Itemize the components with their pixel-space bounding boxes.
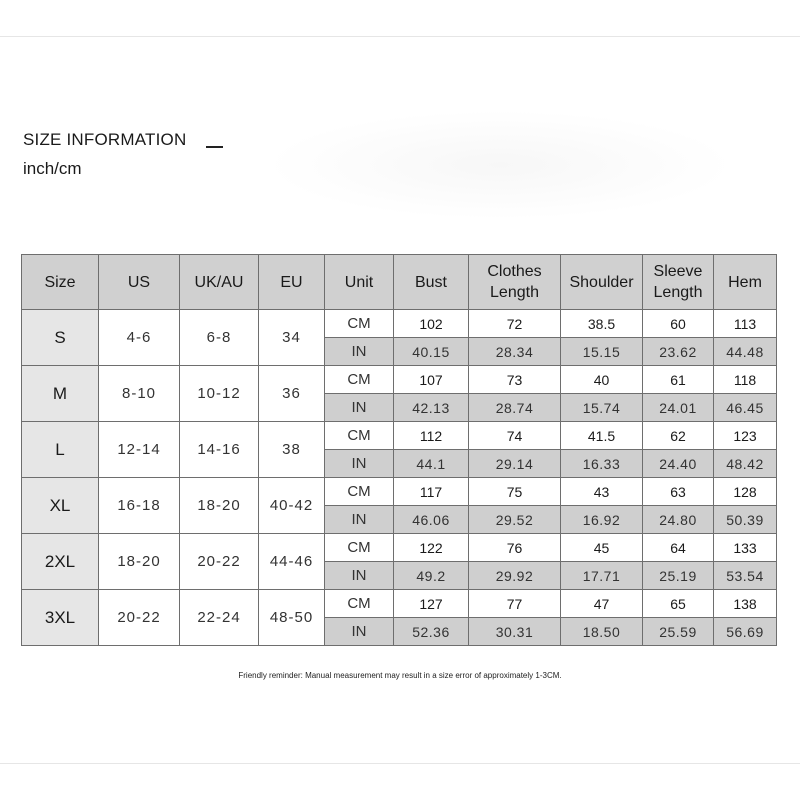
uk-au-size-cell: 6-8: [180, 310, 259, 366]
table-row-cm: [22, 534, 777, 562]
unit-in-cell: IN: [325, 450, 394, 478]
measurement-reminder: Friendly reminder: Manual measurement may result in a size error of approximately 1-3CM.: [238, 671, 562, 680]
unit-cm-cell: CM: [325, 590, 394, 618]
title-underline-mark: [206, 146, 223, 148]
header-clothes-length: Clothes Length: [469, 255, 561, 310]
bust-in-cell: 52.36: [394, 618, 469, 646]
bust-in-cell: 40.15: [394, 338, 469, 366]
sleeve-length-cm-cell: 62: [643, 422, 714, 450]
header-unit: Unit: [325, 255, 394, 310]
clothes-length-in-cell: 28.34: [469, 338, 561, 366]
clothes-length-cm-cell: 77: [469, 590, 561, 618]
eu-size-cell: 40-42: [259, 478, 325, 534]
clothes-length-cm-cell: 74: [469, 422, 561, 450]
sleeve-length-cm-cell: 60: [643, 310, 714, 338]
hem-in-cell: 53.54: [714, 562, 777, 590]
eu-size-cell: 44-46: [259, 534, 325, 590]
bust-cm-cell: 102: [394, 310, 469, 338]
unit-in-cell: IN: [325, 338, 394, 366]
sleeve-length-cm-cell: 65: [643, 590, 714, 618]
clothes-length-cm-cell: 76: [469, 534, 561, 562]
bust-in-cell: 46.06: [394, 506, 469, 534]
header-shoulder: Shoulder: [561, 255, 643, 310]
table-row-cm: [22, 590, 777, 618]
shoulder-in-cell: 16.33: [561, 450, 643, 478]
size-label-cell: 3XL: [22, 590, 99, 646]
bust-cm-cell: 117: [394, 478, 469, 506]
table-row-cm: [22, 422, 777, 450]
unit-cm-cell: CM: [325, 366, 394, 394]
uk-au-size-cell: 20-22: [180, 534, 259, 590]
unit-in-cell: IN: [325, 506, 394, 534]
uk-au-size-cell: 18-20: [180, 478, 259, 534]
us-size-cell: 16-18: [99, 478, 180, 534]
uk-au-size-cell: 22-24: [180, 590, 259, 646]
unit-in-cell: IN: [325, 394, 394, 422]
faint-background-patch: [265, 110, 735, 220]
shoulder-in-cell: 18.50: [561, 618, 643, 646]
size-label-cell: XL: [22, 478, 99, 534]
page-title: SIZE INFORMATION: [23, 130, 187, 149]
eu-size-cell: 34: [259, 310, 325, 366]
unit-cm-cell: CM: [325, 478, 394, 506]
hem-cm-cell: 123: [714, 422, 777, 450]
unit-cm-cell: CM: [325, 310, 394, 338]
eu-size-cell: 38: [259, 422, 325, 478]
shoulder-cm-cell: 43: [561, 478, 643, 506]
us-size-cell: 12-14: [99, 422, 180, 478]
hem-cm-cell: 133: [714, 534, 777, 562]
unit-cm-cell: CM: [325, 422, 394, 450]
shoulder-cm-cell: 38.5: [561, 310, 643, 338]
shoulder-in-cell: 17.71: [561, 562, 643, 590]
hem-in-cell: 50.39: [714, 506, 777, 534]
size-label-cell: M: [22, 366, 99, 422]
bust-in-cell: 49.2: [394, 562, 469, 590]
hem-cm-cell: 128: [714, 478, 777, 506]
clothes-length-cm-cell: 73: [469, 366, 561, 394]
table-row-cm: [22, 366, 777, 394]
clothes-length-in-cell: 29.14: [469, 450, 561, 478]
hem-in-cell: 44.48: [714, 338, 777, 366]
header-sleeve-length: Sleeve Length: [643, 255, 714, 310]
sleeve-length-in-cell: 24.40: [643, 450, 714, 478]
sleeve-length-in-cell: 25.59: [643, 618, 714, 646]
us-size-cell: 4-6: [99, 310, 180, 366]
header-bust: Bust: [394, 255, 469, 310]
eu-size-cell: 48-50: [259, 590, 325, 646]
size-label-cell: 2XL: [22, 534, 99, 590]
sleeve-length-in-cell: 25.19: [643, 562, 714, 590]
uk-au-size-cell: 10-12: [180, 366, 259, 422]
header-uk-au: UK/AU: [180, 255, 259, 310]
hem-cm-cell: 113: [714, 310, 777, 338]
clothes-length-cm-cell: 75: [469, 478, 561, 506]
sleeve-length-in-cell: 24.01: [643, 394, 714, 422]
hem-in-cell: 46.45: [714, 394, 777, 422]
header-hem: Hem: [714, 255, 777, 310]
uk-au-size-cell: 14-16: [180, 422, 259, 478]
bottom-divider: [0, 763, 800, 764]
us-size-cell: 18-20: [99, 534, 180, 590]
shoulder-cm-cell: 45: [561, 534, 643, 562]
header-size: Size: [22, 255, 99, 310]
shoulder-in-cell: 15.15: [561, 338, 643, 366]
header-eu: EU: [259, 255, 325, 310]
table-row-cm: [22, 478, 777, 506]
unit-cm-cell: CM: [325, 534, 394, 562]
hem-in-cell: 56.69: [714, 618, 777, 646]
hem-in-cell: 48.42: [714, 450, 777, 478]
bust-cm-cell: 112: [394, 422, 469, 450]
unit-in-cell: IN: [325, 562, 394, 590]
bust-cm-cell: 122: [394, 534, 469, 562]
shoulder-cm-cell: 47: [561, 590, 643, 618]
unit-in-cell: IN: [325, 618, 394, 646]
size-label-cell: S: [22, 310, 99, 366]
header-us: US: [99, 255, 180, 310]
clothes-length-in-cell: 30.31: [469, 618, 561, 646]
shoulder-cm-cell: 40: [561, 366, 643, 394]
hem-cm-cell: 118: [714, 366, 777, 394]
eu-size-cell: 36: [259, 366, 325, 422]
sleeve-length-in-cell: 24.80: [643, 506, 714, 534]
shoulder-cm-cell: 41.5: [561, 422, 643, 450]
sleeve-length-cm-cell: 61: [643, 366, 714, 394]
sleeve-length-cm-cell: 63: [643, 478, 714, 506]
hem-cm-cell: 138: [714, 590, 777, 618]
size-chart-table: [21, 254, 777, 646]
size-label-cell: L: [22, 422, 99, 478]
table-header-row: [22, 255, 777, 310]
clothes-length-in-cell: 28.74: [469, 394, 561, 422]
clothes-length-cm-cell: 72: [469, 310, 561, 338]
unit-subtitle: inch/cm: [23, 159, 82, 178]
sleeve-length-cm-cell: 64: [643, 534, 714, 562]
us-size-cell: 8-10: [99, 366, 180, 422]
clothes-length-in-cell: 29.52: [469, 506, 561, 534]
top-divider: [0, 36, 800, 37]
clothes-length-in-cell: 29.92: [469, 562, 561, 590]
table-row-cm: [22, 310, 777, 338]
table-body: [22, 310, 777, 646]
shoulder-in-cell: 15.74: [561, 394, 643, 422]
bust-in-cell: 42.13: [394, 394, 469, 422]
us-size-cell: 20-22: [99, 590, 180, 646]
sleeve-length-in-cell: 23.62: [643, 338, 714, 366]
bust-in-cell: 44.1: [394, 450, 469, 478]
shoulder-in-cell: 16.92: [561, 506, 643, 534]
bust-cm-cell: 127: [394, 590, 469, 618]
bust-cm-cell: 107: [394, 366, 469, 394]
